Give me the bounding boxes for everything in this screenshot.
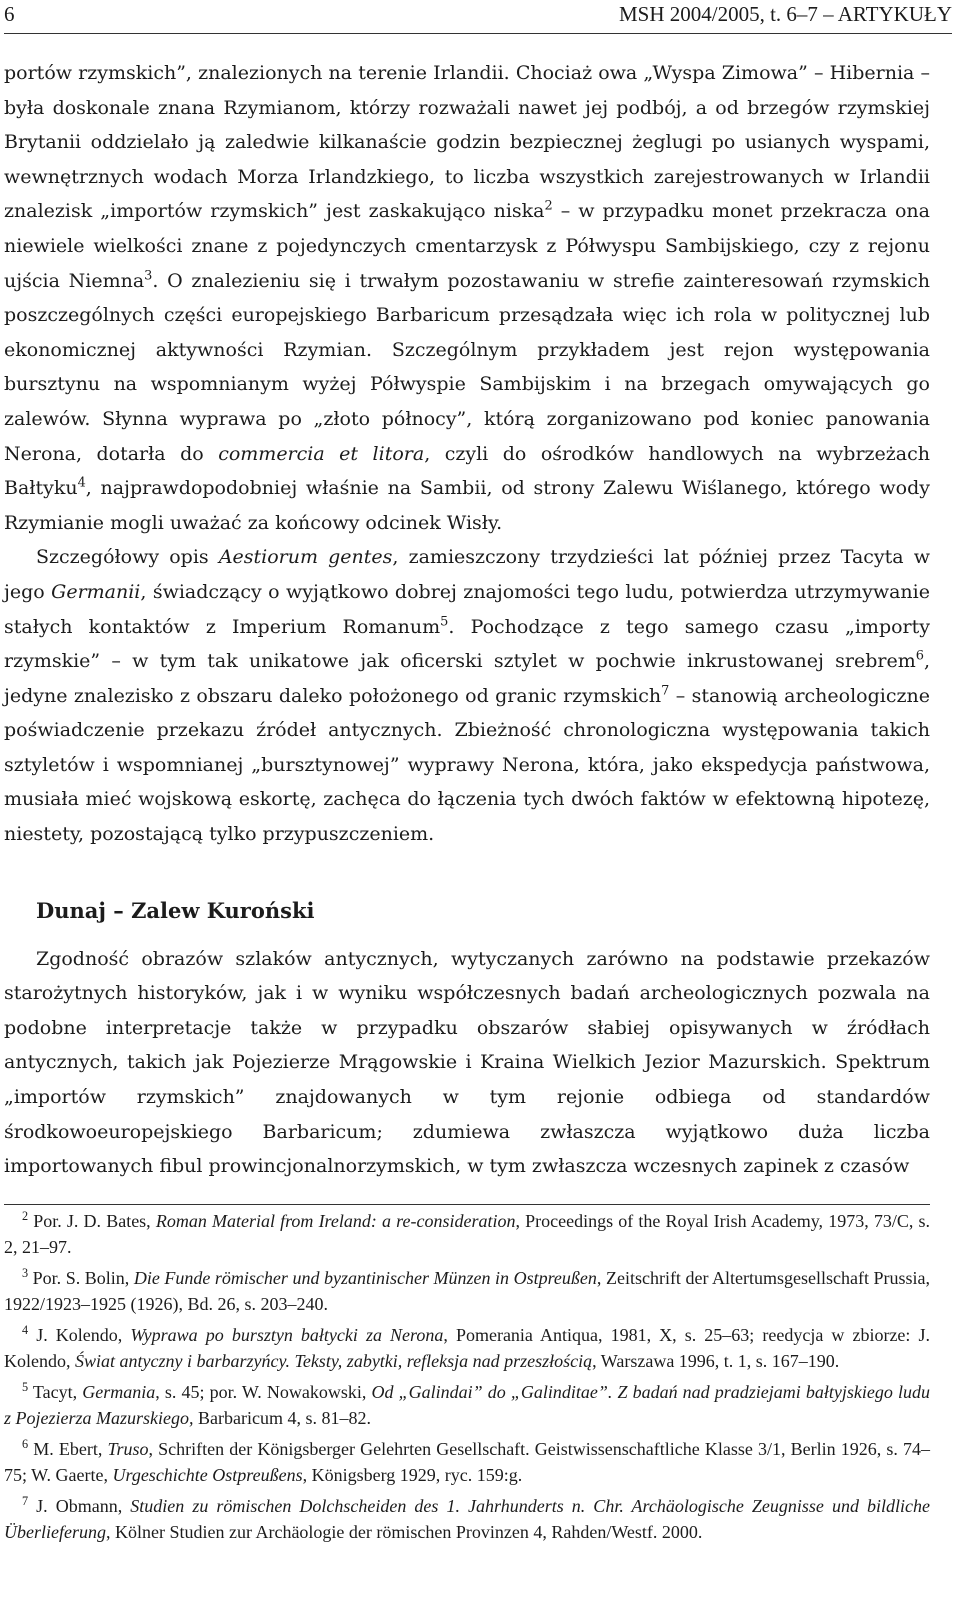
footnotes (4, 1208, 930, 1550)
footnote-marker: 3 (22, 1266, 29, 1280)
text-run: , Kölner Studien zur Archäologie der römischen Provinzen 4, Rahden/Westf. 2000. (105, 1522, 703, 1542)
text-run: Por. S. Bolin, (28, 1268, 134, 1288)
italic-span: Germania (82, 1382, 156, 1402)
text-run: Tacyt, (28, 1382, 83, 1402)
running-title: MSH 2004/2005, t. 6–7 – ARTYKUŁY (618, 2, 952, 26)
text-run: , Warszawa 1996, t. 1, s. 167–190. (592, 1351, 840, 1371)
italic-span: Die Funde römischer und byzantinischer Münzen in Ostpreußen (133, 1268, 597, 1288)
running-header (4, 0, 952, 30)
italic-span: Germanii (51, 580, 141, 603)
footnote-marker: 2 (544, 199, 553, 215)
text-run: . O znalezieniu się i trwałym pozostawaniu w strefie zainteresowań rzymskich poszczególnych części europejskiego Barbaricum przesądzała więc ich rola w politycznej lub ekonomicznej aktywności Rzymian. Szczególnym przykładem jest rejon występowania bursztynu na wspomnianym wyżej Półwyspie Sambijskim i na brzegach omywających go zalewów. Słynna wyprawa po „złoto północy”, którą zorganizowano pod koniec panowania Nerona, dotarła do (4, 269, 930, 465)
text-run: M. Ebert, (28, 1439, 108, 1459)
footnote-3 (4, 1265, 930, 1317)
text-run: , zamieszczony trzydzieści lat później przez Tacyta w jego (4, 546, 930, 603)
italic-span: Świat antyczny i barbarzyńcy. Teksty, zabytki, refleksja nad przeszłością (75, 1351, 593, 1371)
footnote-marker: 7 (22, 1494, 29, 1508)
italic-span: Od „Galindai” do „Galinditae”. Z badań nad pradziejami bałtyjskiego ludu z Pojezierza Mazurskiego, (4, 1382, 930, 1428)
text-run: – stanowią archeologiczne poświadczenie przekazu źródeł antycznych. Zbieżność chronologiczna występowania takich sztyletów i wspomnianej „bursztynowej” wyprawy Nerona, która, jako ekspedycja państwowa, musiała mieć wojskową eskortę, zachęca do łączenia tych dwóch faktów w efektowną hipotezę, niestety, pozostającą tylko przypuszczeniem. (4, 684, 930, 846)
text-run: , Pomerania Antiqua, 1981, X, s. 25–63; reedycja w zbiorze: J. Kolendo, (4, 1325, 931, 1371)
footnote-6 (4, 1436, 930, 1488)
body-paragraph-1 (4, 56, 930, 540)
text-run: Szczegółowy opis (36, 546, 219, 569)
header-rule (4, 33, 952, 34)
page-number: 6 (4, 2, 15, 26)
text-run: portów rzymskich”, znalezionych na terenie Irlandii. Chociaż owa „Wyspa Zimowa” – Hibernia – była doskonale znana Rzymianom, którzy rozważali nawet jej podbój, a od brzegów rzymskiej Brytanii oddzielało ją zaledwie kilkanaście godzin bezpiecznej żeglugi po usianych wyspami, wewnętrznych wodach Morza Irlandzkiego, to liczba wszystkich zarejestrowanych w Irlandii znalezisk „importów rzymskich” jest zaskakująco niska (4, 62, 930, 223)
italic-span: Wyprawa po bursztyn bałtycki za Nerona (130, 1325, 444, 1345)
italic-span: Urgeschichte Ostpreußens (112, 1465, 303, 1485)
section-heading: Dunaj – Zalew Kuroński (36, 897, 315, 923)
text-run: , Königsberg 1929, ryc. 159:g. (302, 1465, 523, 1485)
text-run: , s. 45; por. W. Nowakowski, (155, 1382, 372, 1402)
italic-span: Studien zu römischen Dolchscheiden des 1. Jahrhunderts n. Chr. Archäologische Zeugnisse und bildliche Überlieferung (4, 1496, 930, 1542)
footnote-5 (4, 1379, 930, 1431)
footnote-rule (4, 1204, 930, 1205)
italic-span: Roman Material from Ireland: a re-consideration (155, 1211, 516, 1231)
text-run: Barbaricum 4, s. 81–82. (193, 1408, 371, 1428)
italic-span: commercia et litora (218, 442, 425, 465)
footnote-marker: 5 (440, 614, 449, 630)
footnote-marker: 6 (22, 1437, 29, 1451)
text-run: , Schriften der Königsberger Gelehrten Gesellschaft. Geistwissenschaftliche Klasse 3/1, Berlin 1926, s. 74–75; W. Gaerte, (4, 1439, 930, 1485)
text-run: Zgodność obrazów szlaków antycznych, wytyczanych zarówno na podstawie przekazów starożytnych historyków, jak i w wyniku współczesnych badań archeologicznych pozwala na podobne interpretacje także w przypadku obszarów słabiej opisywanych w źródłach antycznych, takich jak Pojezierze Mrągowskie i Kraina Wielkich Jezior Mazurskich. Spektrum „importów rzymskich” znajdowanych w tym rejonie odbiega od standardów środkowoeuropejskiego Barbaricum; zdumiewa zwłaszcza wyjątkowo duża liczba importowanych fibul prowincjonalnorzymskich, w tym zwłaszcza wczesnych zapinek z czasów (4, 947, 930, 1178)
text-run: Por. J. D. Bates, (28, 1211, 156, 1231)
body-paragraph-2 (4, 540, 930, 851)
text-run: , jedyne znalezisko z obszaru daleko położonego od granic rzymskich (4, 650, 930, 707)
footnote-marker: 3 (144, 268, 153, 284)
text-run: . Pochodzące z tego samego czasu „importy rzymskie” – w tym tak unikatowe jak oficerski sztylet w pochwie inkrustowanej srebrem (4, 615, 931, 673)
text-run: – w przypadku monet przekracza ona niewiele wielkości znane z pojedynczych cmentarzysk z Półwyspu Sambijskiego, czy z rejonu ujścia Niemna (4, 200, 930, 292)
section-paragraph (4, 942, 930, 1184)
text-run: , czyli do ośrodków handlowych na wybrzeżach Bałtyku (4, 442, 931, 500)
footnote-marker: 4 (77, 475, 86, 491)
text-run: , Zeitschrift der Altertumsgesellschaft Prussia, 1922/1923–1925 (1926), Bd. 26, s. 203–240. (4, 1268, 931, 1314)
article-body (4, 56, 930, 1184)
text-run: J. Obmann, (28, 1496, 131, 1516)
footnote-4 (4, 1322, 930, 1374)
footnote-marker: 6 (915, 648, 924, 664)
footnote-marker: 7 (661, 683, 670, 699)
footnote-marker: 4 (22, 1323, 29, 1337)
text-run: , najprawdopodobniej właśnie na Sambii, od strony Zalewu Wiślanego, którego wody Rzymianie mogli uważać za końcowy odcinek Wisły. (4, 477, 930, 534)
footnote-2 (4, 1208, 930, 1260)
text-run: J. Kolendo, (28, 1325, 131, 1345)
footnote-7 (4, 1493, 930, 1545)
footnote-marker: 2 (22, 1209, 29, 1223)
text-run: , świadczący o wyjątkowo dobrej znajomości tego ludu, potwierdza utrzymywanie stałych kontaktów z Imperium Romanum (4, 580, 930, 638)
footnote-marker: 5 (22, 1380, 29, 1394)
italic-span: Truso (107, 1439, 149, 1459)
text-run: , Proceedings of the Royal Irish Academy, 1973, 73/C, s. 2, 21–97. (4, 1211, 930, 1257)
italic-span: Aestiorum gentes (218, 546, 393, 569)
